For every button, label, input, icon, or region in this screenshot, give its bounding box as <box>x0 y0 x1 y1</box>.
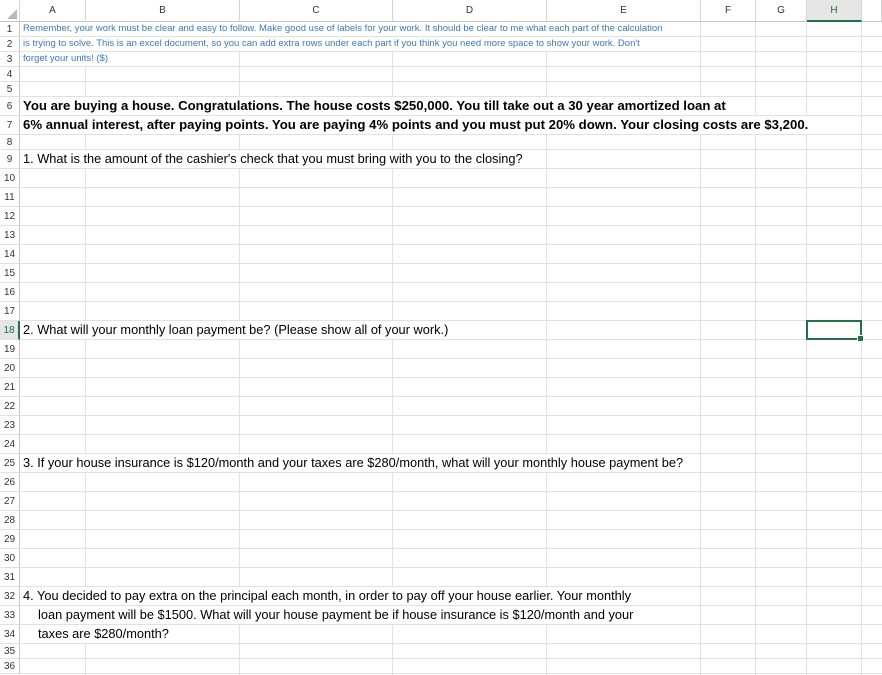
gridline-horizontal <box>20 206 882 207</box>
row-header-9[interactable]: 9 <box>0 150 20 169</box>
gridline-horizontal <box>20 225 882 226</box>
row-header-14[interactable]: 14 <box>0 245 20 264</box>
column-header-h[interactable]: H <box>807 0 862 22</box>
gridline-horizontal <box>20 301 882 302</box>
row-header-36[interactable]: 36 <box>0 659 20 674</box>
column-header-c[interactable]: C <box>240 0 393 22</box>
gridline-horizontal <box>20 244 882 245</box>
row-header-13[interactable]: 13 <box>0 226 20 245</box>
gridline-horizontal <box>20 643 882 644</box>
row-header-31[interactable]: 31 <box>0 568 20 587</box>
cell-a9[interactable]: 1. What is the amount of the cashier's check that you must bring with you to the closing? <box>23 150 527 168</box>
row-header-26[interactable]: 26 <box>0 473 20 492</box>
row-header-20[interactable]: 20 <box>0 359 20 378</box>
gridline-horizontal <box>20 491 882 492</box>
cell-a7[interactable]: 6% annual interest, after paying points. You are paying 4% points and you must put 20% down. Your closing costs are $3,200. <box>23 116 812 134</box>
gridline-horizontal <box>20 567 882 568</box>
row-header-29[interactable]: 29 <box>0 530 20 549</box>
cell-a34[interactable]: taxes are $280/month? <box>38 625 173 643</box>
row-header-32[interactable]: 32 <box>0 587 20 606</box>
row-header-34[interactable]: 34 <box>0 625 20 644</box>
gridline-horizontal <box>20 358 882 359</box>
gridline-horizontal <box>20 263 882 264</box>
column-header-a[interactable]: A <box>20 0 86 22</box>
cell-a32[interactable]: 4. You decided to pay extra on the principal each month, in order to pay off your house earlier. Your monthly <box>23 587 635 605</box>
gridline-horizontal <box>20 434 882 435</box>
row-header-33[interactable]: 33 <box>0 606 20 625</box>
fill-handle[interactable] <box>857 335 864 342</box>
gridline-horizontal <box>20 81 882 82</box>
column-header-b[interactable]: B <box>86 0 240 22</box>
row-header-4[interactable]: 4 <box>0 67 20 82</box>
row-header-21[interactable]: 21 <box>0 378 20 397</box>
gridline-horizontal <box>20 510 882 511</box>
row-header-23[interactable]: 23 <box>0 416 20 435</box>
row-header-7[interactable]: 7 <box>0 116 20 135</box>
gridline-horizontal <box>20 396 882 397</box>
column-header-f[interactable]: F <box>701 0 756 22</box>
row-header-22[interactable]: 22 <box>0 397 20 416</box>
column-header-d[interactable]: D <box>393 0 547 22</box>
gridline-horizontal <box>20 673 882 674</box>
row-header-15[interactable]: 15 <box>0 264 20 283</box>
gridline-horizontal <box>20 51 882 52</box>
row-header-27[interactable]: 27 <box>0 492 20 511</box>
row-header-11[interactable]: 11 <box>0 188 20 207</box>
row-header-30[interactable]: 30 <box>0 549 20 568</box>
row-header-12[interactable]: 12 <box>0 207 20 226</box>
gridline-horizontal <box>20 134 882 135</box>
select-all-triangle-icon <box>7 9 17 19</box>
row-header-16[interactable]: 16 <box>0 283 20 302</box>
selected-cell-h18[interactable] <box>806 320 862 340</box>
gridline-horizontal <box>20 282 882 283</box>
gridline-horizontal <box>20 529 882 530</box>
column-header-g[interactable]: G <box>756 0 807 22</box>
cell-a3[interactable]: forget your units! ($) <box>23 52 112 66</box>
row-header-3[interactable]: 3 <box>0 52 20 67</box>
gridline-horizontal <box>20 658 882 659</box>
cell-a6[interactable]: You are buying a house. Congratulations. The house costs $250,000. You till take out a 30 year amortized loan at <box>23 97 730 115</box>
row-header-18[interactable]: 18 <box>0 321 20 340</box>
row-header-10[interactable]: 10 <box>0 169 20 188</box>
row-header-25[interactable]: 25 <box>0 454 20 473</box>
gridline-horizontal <box>20 415 882 416</box>
cell-a25[interactable]: 3. If your house insurance is $120/month and your taxes are $280/month, what will your monthly house payment be? <box>23 454 687 472</box>
column-header-e[interactable]: E <box>547 0 701 22</box>
gridline-horizontal <box>20 339 882 340</box>
cell-a18[interactable]: 2. What will your monthly loan payment be? (Please show all of your work.) <box>23 321 452 339</box>
row-header-24[interactable]: 24 <box>0 435 20 454</box>
cell-a33[interactable]: loan payment will be $1500. What will your house payment be if house insurance is $120/month and your <box>38 606 637 624</box>
row-header-19[interactable]: 19 <box>0 340 20 359</box>
gridline-horizontal <box>20 472 882 473</box>
gridline-horizontal <box>20 168 882 169</box>
cell-a2[interactable]: is trying to solve. This is an excel document, so you can add extra rows under each part if you think you need more space to show your work. Don't <box>23 37 644 51</box>
gridline-horizontal <box>20 187 882 188</box>
row-header-1[interactable]: 1 <box>0 22 20 37</box>
select-all-corner[interactable] <box>0 0 20 22</box>
row-header-17[interactable]: 17 <box>0 302 20 321</box>
gridline-vertical <box>861 22 862 675</box>
row-header-35[interactable]: 35 <box>0 644 20 659</box>
row-header-6[interactable]: 6 <box>0 97 20 116</box>
column-header-overflow <box>862 0 882 22</box>
gridline-horizontal <box>20 66 882 67</box>
row-header-2[interactable]: 2 <box>0 37 20 52</box>
row-header-5[interactable]: 5 <box>0 82 20 97</box>
row-header-28[interactable]: 28 <box>0 511 20 530</box>
gridline-horizontal <box>20 377 882 378</box>
row-header-8[interactable]: 8 <box>0 135 20 150</box>
gridline-horizontal <box>20 548 882 549</box>
cell-a1[interactable]: Remember, your work must be clear and easy to follow. Make good use of labels for your work. It should be clear to me what each part of the calculation <box>23 22 666 36</box>
